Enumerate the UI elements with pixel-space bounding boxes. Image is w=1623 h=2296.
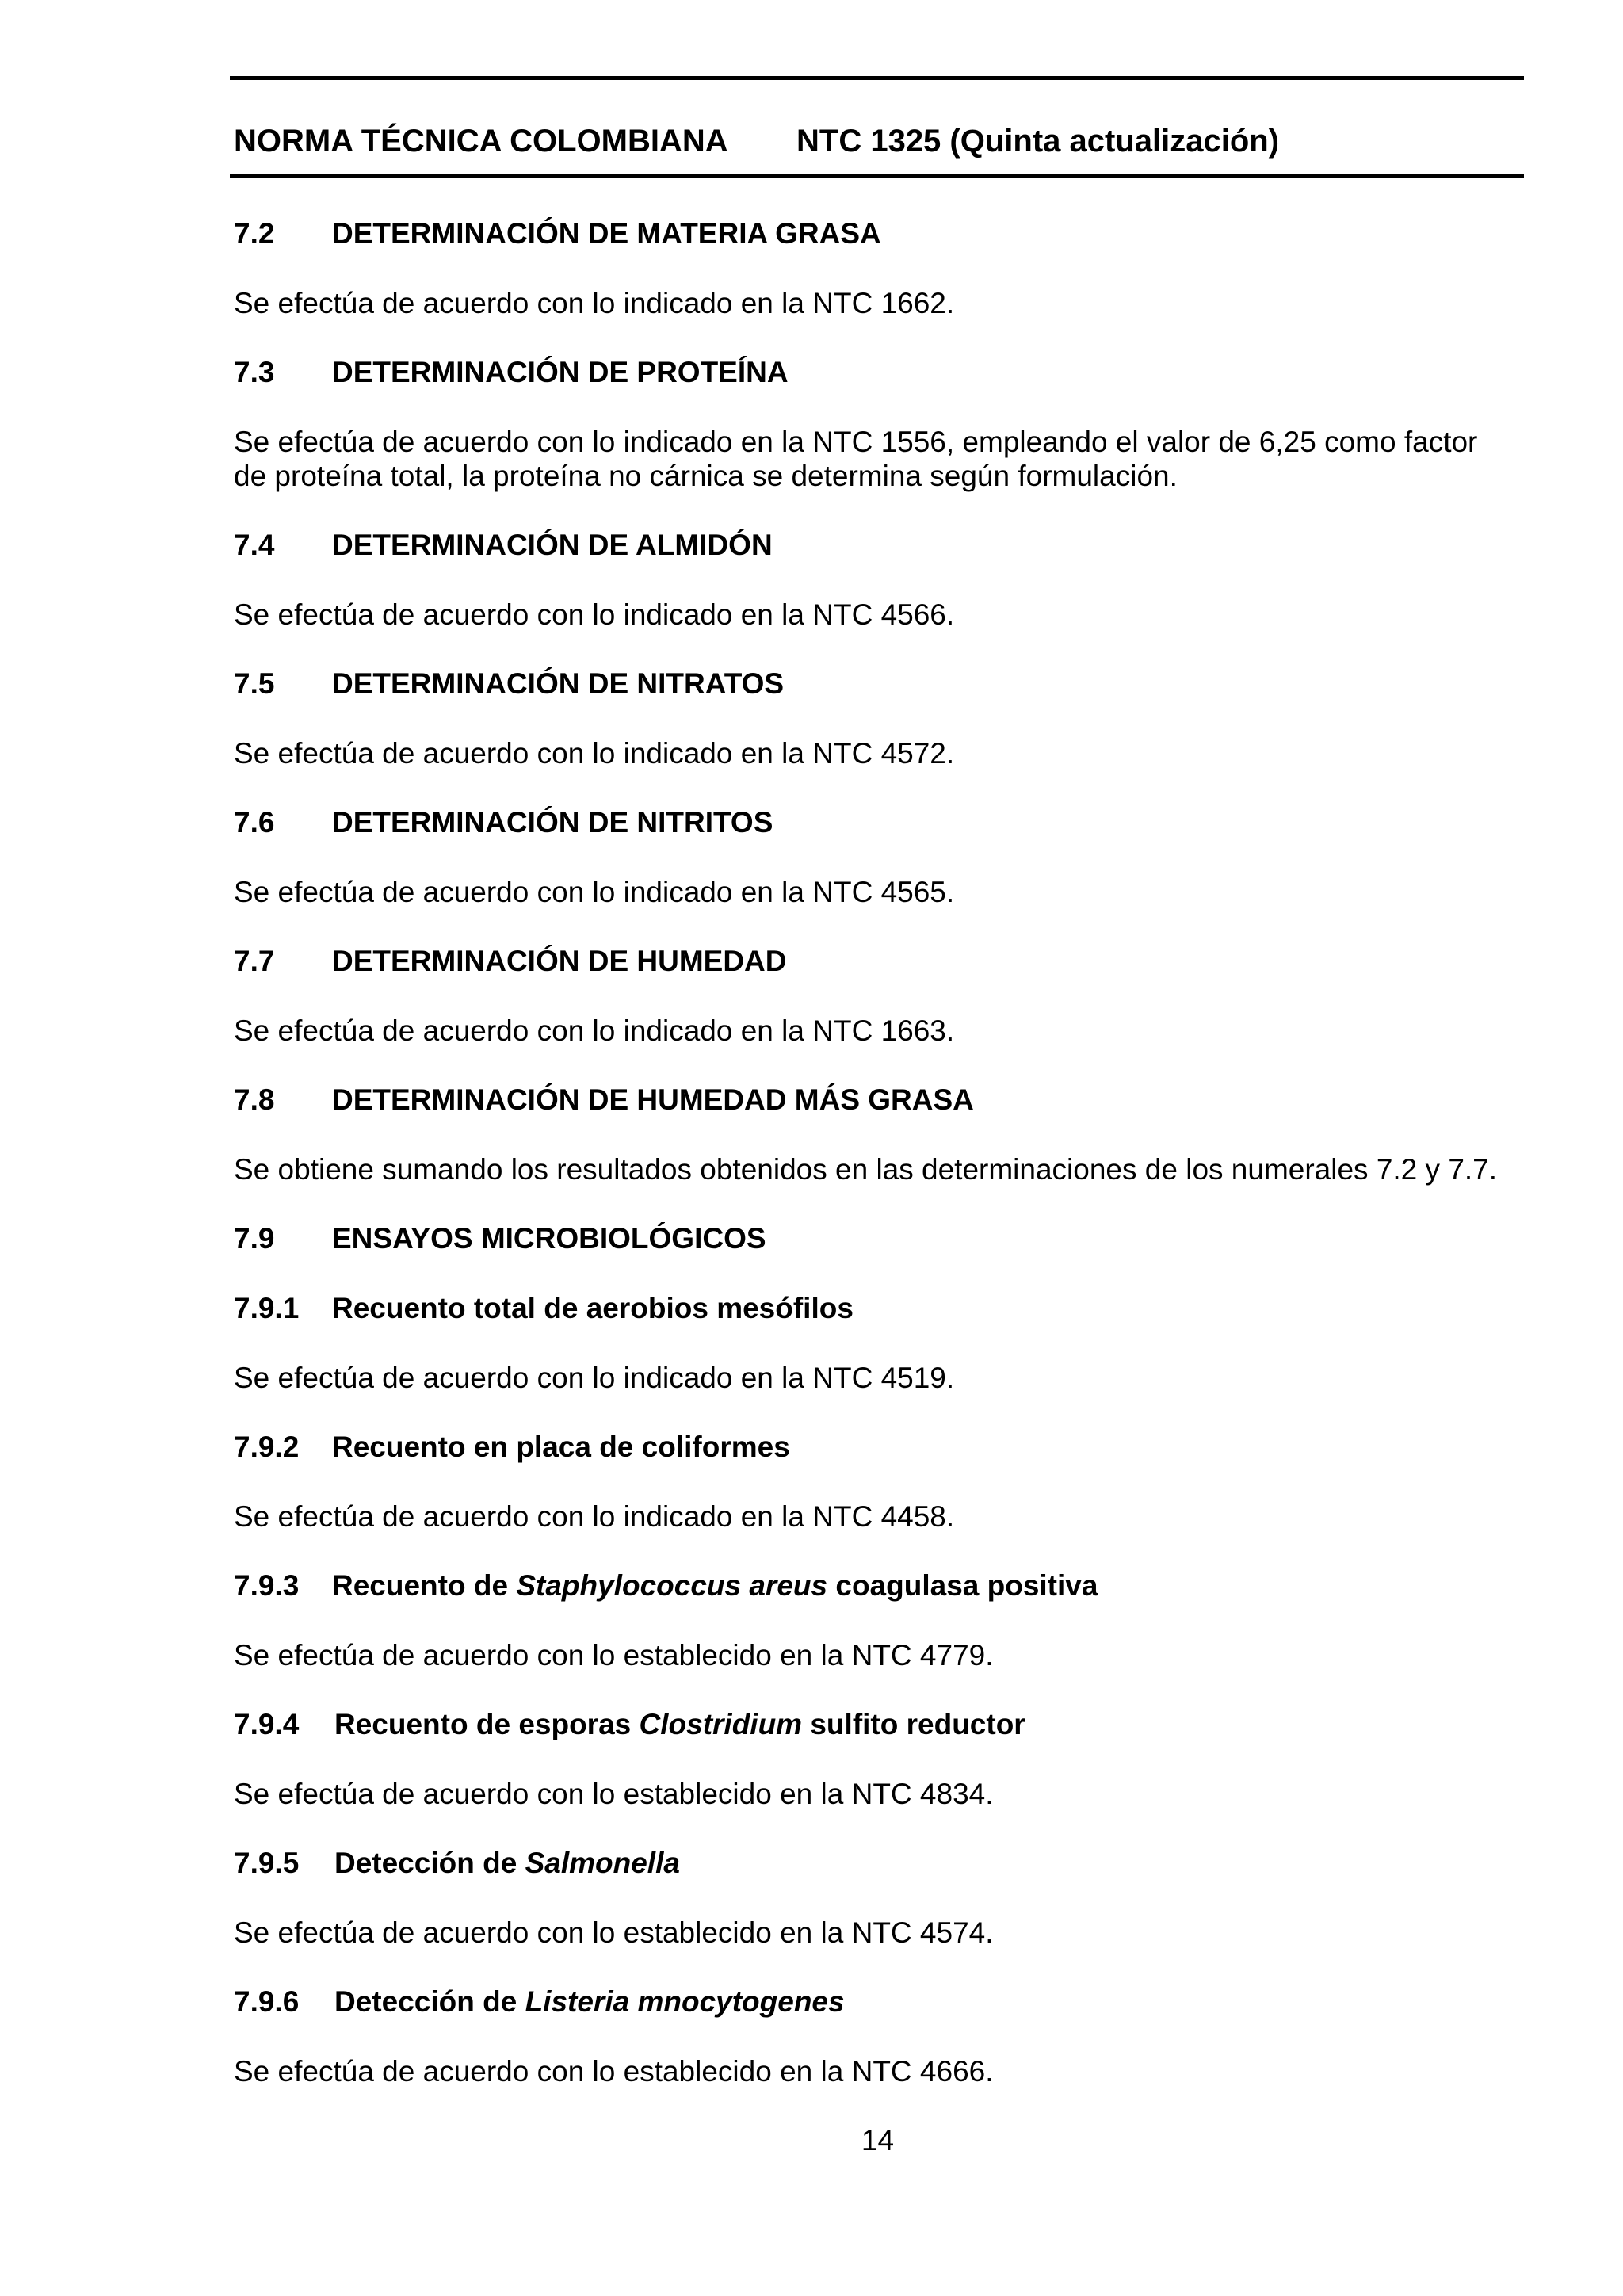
section-heading-7-8 bbox=[234, 1085, 974, 1114]
section-number: 7.8 bbox=[234, 1083, 275, 1116]
section-number: 7.9.5 bbox=[234, 1847, 300, 1879]
section-heading-7-9-3 bbox=[234, 1571, 1098, 1600]
section-number: 7.9.4 bbox=[234, 1708, 300, 1740]
section-number: 7.4 bbox=[234, 529, 275, 561]
section-title-pre: Recuento de bbox=[332, 1569, 517, 1602]
section-heading-7-5 bbox=[234, 669, 784, 698]
section-number: 7.9.2 bbox=[234, 1431, 300, 1463]
section-title: DETERMINACIÓN DE NITRATOS bbox=[332, 667, 785, 700]
section-heading-7-7 bbox=[234, 946, 787, 976]
section-number: 7.9.6 bbox=[234, 1985, 300, 2018]
section-title-pre: Detección de bbox=[334, 1985, 525, 2018]
header-top-rule bbox=[230, 76, 1524, 80]
section-title: DETERMINACIÓN DE ALMIDÓN bbox=[332, 529, 773, 561]
section-number: 7.9.3 bbox=[234, 1569, 300, 1602]
section-text-7-2: Se efectúa de acuerdo con lo indicado en la NTC 1662. bbox=[234, 287, 955, 319]
header-standard-code: NTC 1325 (Quinta actualización) bbox=[796, 124, 1280, 159]
section-heading-7-9 bbox=[234, 1224, 766, 1253]
section-text-7-9-5: Se efectúa de acuerdo con lo establecido en la NTC 4574. bbox=[234, 1916, 994, 1949]
section-title: DETERMINACIÓN DE NITRITOS bbox=[332, 806, 773, 839]
page-number: 14 bbox=[861, 2124, 895, 2157]
section-title-pre: Detección de bbox=[334, 1847, 525, 1879]
section-text-7-7: Se efectúa de acuerdo con lo indicado en la NTC 1663. bbox=[234, 1014, 955, 1047]
section-text-7-9-3: Se efectúa de acuerdo con lo establecido en la NTC 4779. bbox=[234, 1639, 994, 1671]
section-title-post: sulfito reductor bbox=[802, 1708, 1025, 1740]
section-text-7-6: Se efectúa de acuerdo con lo indicado en la NTC 4565. bbox=[234, 876, 955, 908]
page-header bbox=[234, 124, 1280, 159]
section-title-italic: Listeria mnocytogenes bbox=[525, 1985, 845, 2018]
section-text-line: Se efectúa de acuerdo con lo indicado en la NTC 1556, empleando el valor de 6,25 como factor bbox=[234, 426, 1478, 458]
section-text-line: de proteína total, la proteína no cárnica se determina según formulación. bbox=[234, 460, 1178, 492]
header-title: NORMA TÉCNICA COLOMBIANA bbox=[234, 124, 728, 159]
section-title: DETERMINACIÓN DE HUMEDAD bbox=[332, 945, 787, 977]
section-heading-7-9-2 bbox=[234, 1432, 790, 1461]
header-bottom-rule bbox=[230, 174, 1524, 178]
section-number: 7.7 bbox=[234, 945, 275, 977]
section-title-italic: Clostridium bbox=[639, 1708, 803, 1740]
section-title-italic: Salmonella bbox=[525, 1847, 680, 1879]
section-number: 7.3 bbox=[234, 356, 275, 388]
section-title: Recuento en placa de coliformes bbox=[332, 1431, 790, 1463]
section-number: 7.2 bbox=[234, 217, 275, 250]
section-text-7-9-6: Se efectúa de acuerdo con lo establecido en la NTC 4666. bbox=[234, 2055, 994, 2088]
section-text-7-9-2: Se efectúa de acuerdo con lo indicado en la NTC 4458. bbox=[234, 1500, 955, 1533]
section-text-7-8: Se obtiene sumando los resultados obtenidos en las determinaciones de los numerales 7.2 y 7.7. bbox=[234, 1153, 1498, 1186]
section-text-7-9-1: Se efectúa de acuerdo con lo indicado en la NTC 4519. bbox=[234, 1362, 955, 1394]
section-text-7-5: Se efectúa de acuerdo con lo indicado en la NTC 4572. bbox=[234, 737, 955, 770]
section-title-pre: Recuento de esporas bbox=[334, 1708, 640, 1740]
section-heading-7-3 bbox=[234, 357, 789, 387]
section-text-7-3 bbox=[234, 420, 1526, 498]
section-heading-7-9-4 bbox=[234, 1710, 1025, 1739]
section-heading-7-9-1 bbox=[234, 1293, 854, 1323]
section-heading-7-9-5 bbox=[234, 1848, 680, 1878]
section-text-7-9-4: Se efectúa de acuerdo con lo establecido en la NTC 4834. bbox=[234, 1778, 994, 1810]
section-title: Recuento total de aerobios mesófilos bbox=[332, 1292, 854, 1324]
section-title: DETERMINACIÓN DE HUMEDAD MÁS GRASA bbox=[332, 1083, 974, 1116]
section-heading-7-4 bbox=[234, 530, 773, 560]
section-number: 7.5 bbox=[234, 667, 275, 700]
section-heading-7-6 bbox=[234, 808, 773, 837]
section-number: 7.6 bbox=[234, 806, 275, 839]
section-text-7-4: Se efectúa de acuerdo con lo indicado en la NTC 4566. bbox=[234, 598, 955, 631]
section-title: DETERMINACIÓN DE MATERIA GRASA bbox=[332, 217, 881, 250]
section-number: 7.9 bbox=[234, 1222, 275, 1255]
section-title-post: coagulasa positiva bbox=[827, 1569, 1098, 1602]
section-number: 7.9.1 bbox=[234, 1292, 300, 1324]
section-heading-7-9-6 bbox=[234, 1987, 845, 2016]
section-heading-7-2 bbox=[234, 219, 881, 248]
section-title: ENSAYOS MICROBIOLÓGICOS bbox=[332, 1222, 766, 1255]
section-title: DETERMINACIÓN DE PROTEÍNA bbox=[332, 356, 789, 388]
section-title-italic: Staphylococcus areus bbox=[516, 1569, 828, 1602]
